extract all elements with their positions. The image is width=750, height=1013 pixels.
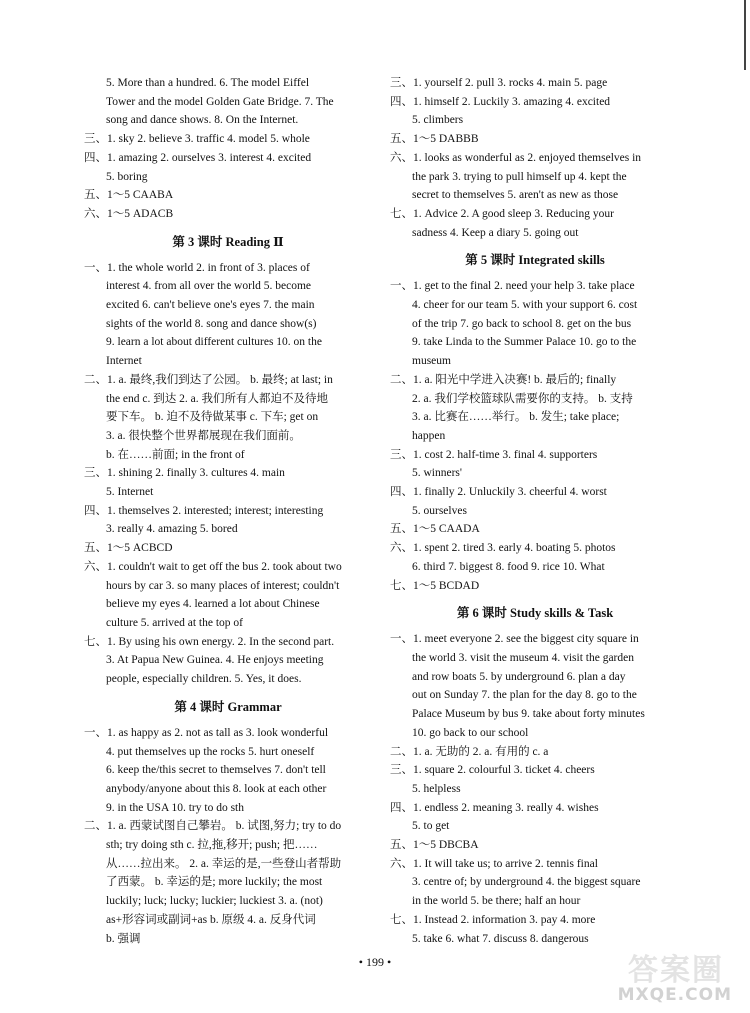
answer-line: 四、1. endless 2. meaning 3. really 4. wishes bbox=[390, 801, 599, 814]
answer-line: Palace Museum by bus 9. take about forty minutes bbox=[412, 708, 645, 721]
answer-line: song and dance shows. 8. On the Internet. bbox=[106, 114, 299, 127]
answer-line: 二、1. a. 最终,我们到达了公园。 b. 最终; at last; in bbox=[84, 373, 333, 386]
section-heading: 第 4 课时 Grammar bbox=[174, 699, 282, 714]
answer-line: hours by car 3. so many places of interest; couldn't bbox=[106, 579, 340, 592]
answer-line: of the trip 7. go back to school 8. get on the bus bbox=[412, 317, 632, 330]
answer-line: 一、1. the whole world 2. in front of 3. places of bbox=[84, 261, 310, 274]
page-edge-line bbox=[744, 0, 746, 70]
answer-line: 2. a. 我们学校篮球队需要你的支持。 b. 支持 bbox=[412, 392, 633, 405]
left-column bbox=[84, 74, 372, 948]
answer-line: 四、1. themselves 2. interested; interest; interesting bbox=[84, 504, 324, 517]
answer-line: 三、1. shining 2. finally 3. cultures 4. main bbox=[84, 467, 285, 480]
answer-line: 10. go back to our school bbox=[412, 726, 529, 739]
answer-line: 了西蒙。 b. 幸运的是; more luckily; the most bbox=[106, 876, 323, 889]
answer-line: 4. put themselves up the rocks 5. hurt oneself bbox=[106, 745, 315, 758]
page-number: • 199 • bbox=[358, 955, 392, 969]
answer-line: 4. cheer for our team 5. with your support 6. cost bbox=[412, 299, 638, 312]
answer-line: 七、1. By using his own energy. 2. In the second part. bbox=[84, 635, 335, 648]
answer-line: interest 4. from all over the world 5. become bbox=[106, 280, 312, 293]
watermark-logo: 答案圈 bbox=[628, 953, 724, 988]
answer-line: the park 3. trying to pull himself up 4. kept the bbox=[412, 170, 627, 183]
answer-line: 3. centre of; by underground 4. the biggest square bbox=[412, 876, 641, 889]
answer-line: 二、1. a. 西蒙试图自己攀岩。 b. 试图,努力; try to do bbox=[84, 820, 342, 833]
answer-line: 9. take Linda to the Summer Palace 10. go to the bbox=[412, 336, 637, 349]
answer-line: 5. ourselves bbox=[412, 504, 467, 517]
answer-line: in the world 5. be there; half an hour bbox=[412, 895, 581, 908]
answer-line: Tower and the model Golden Gate Bridge. 7. The bbox=[106, 95, 334, 108]
answer-line: sadness 4. Keep a diary 5. going out bbox=[412, 226, 579, 239]
answer-line: 五、1～5 CAABA bbox=[84, 189, 174, 202]
answer-line: museum bbox=[412, 355, 451, 368]
watermark-url: MXQE.COM bbox=[617, 985, 732, 1005]
answer-line: 四、1. amazing 2. ourselves 3. interest 4. excited bbox=[84, 151, 312, 164]
section-heading: 第 6 课时 Study skills & Task bbox=[456, 606, 614, 621]
answer-line: Internet bbox=[106, 355, 142, 368]
section-heading: 第 3 课时 Reading Ⅱ bbox=[172, 234, 284, 249]
answer-line: 6. keep the/this secret to themselves 7. don't tell bbox=[106, 764, 326, 777]
answer-line: 四、1. himself 2. Luckily 3. amazing 4. excited bbox=[390, 95, 611, 108]
answer-line: believe my eyes 4. learned a lot about Chinese bbox=[106, 598, 320, 611]
answer-line: luckily; luck; lucky; luckier; luckiest 3. a. (not) bbox=[106, 895, 323, 908]
answer-line: as+形容词或副词+as b. 原级 4. a. 反身代词 bbox=[106, 913, 316, 926]
answer-line: 五、1～5 CAADA bbox=[390, 523, 480, 536]
answer-line: 二、1. a. 阳光中学进入决赛! b. 最后的; finally bbox=[390, 373, 617, 386]
answer-line: 六、1. couldn't wait to get off the bus 2. took about two bbox=[84, 560, 342, 573]
answer-line: 四、1. finally 2. Unluckily 3. cheerful 4. worst bbox=[390, 486, 607, 499]
answer-line: 二、1. a. 无助的 2. a. 有用的 c. a bbox=[390, 745, 549, 758]
answer-line: and row boats 5. by underground 6. plan a day bbox=[412, 670, 626, 683]
answer-line: 六、1. It will take us; to arrive 2. tennis final bbox=[390, 857, 598, 870]
answer-line: 5. Internet bbox=[106, 486, 154, 499]
answer-line: 五、1～5 ACBCD bbox=[84, 542, 173, 555]
answer-line: out on Sunday 7. the plan for the day 8. go to the bbox=[412, 689, 637, 702]
answer-line: 5. More than a hundred. 6. The model Eiffel bbox=[106, 77, 310, 89]
answer-line: 六、1. looks as wonderful as 2. enjoyed themselves in bbox=[390, 151, 642, 164]
answer-line: 9. in the USA 10. try to do sth bbox=[106, 801, 245, 814]
answer-line: secret to themselves 5. aren't as new as those bbox=[412, 189, 619, 202]
answer-line: 5. take 6. what 7. discuss 8. dangerous bbox=[412, 932, 589, 945]
answer-line: 5. winners' bbox=[412, 467, 462, 480]
answer-line: 6. third 7. biggest 8. food 9. rice 10. What bbox=[412, 560, 605, 573]
answer-line: 5. climbers bbox=[412, 114, 464, 127]
answer-line: anybody/anyone about this 8. look at each other bbox=[106, 782, 327, 795]
answer-line: 七、1～5 BCDAD bbox=[390, 579, 480, 592]
answer-line: happen bbox=[412, 429, 446, 442]
answer-line: 六、1～5 ADACB bbox=[84, 207, 174, 220]
answer-line: b. 在……前面; in the front of bbox=[106, 448, 245, 461]
answer-line: 5. boring bbox=[106, 170, 148, 183]
watermark bbox=[577, 945, 732, 1005]
answer-line: 三、1. sky 2. believe 3. traffic 4. model 5. whole bbox=[84, 133, 310, 146]
answer-line: 五、1～5 DBCBA bbox=[390, 839, 479, 852]
answer-line: people, especially children. 5. Yes, it does. bbox=[106, 673, 302, 686]
answer-line: 3. a. 比赛在……举行。 b. 发生; take place; bbox=[412, 411, 620, 424]
answer-line: 3. a. 很快整个世界都展现在我们面前。 bbox=[106, 429, 301, 442]
answer-line: sth; try doing sth c. 拉,拖,移开; push; 把…… bbox=[106, 839, 318, 852]
answer-line: 3. really 4. amazing 5. bored bbox=[106, 523, 238, 536]
answer-line: 从……拉出来。 2. a. 幸运的是,一些登山者帮助 bbox=[106, 857, 342, 870]
answer-line: 一、1. get to the final 2. need your help 3. take place bbox=[390, 280, 635, 293]
answer-line: b. 强调 bbox=[106, 932, 141, 945]
answer-line: 3. At Papua New Guinea. 4. He enjoys meeting bbox=[106, 654, 324, 667]
answer-line: 5. to get bbox=[412, 820, 450, 833]
answer-line: excited 6. can't believe one's eyes 7. the main bbox=[106, 299, 315, 312]
right-column bbox=[390, 74, 680, 948]
answer-line: culture 5. arrived at the top of bbox=[106, 616, 243, 629]
section-heading: 第 5 课时 Integrated skills bbox=[465, 253, 605, 268]
answer-line: 七、1. Instead 2. information 3. pay 4. more bbox=[390, 913, 596, 926]
answer-line: 一、1. meet everyone 2. see the biggest city square in bbox=[390, 633, 639, 646]
answer-line: 三、1. cost 2. half-time 3. final 4. supporters bbox=[390, 448, 598, 461]
answer-line: 9. learn a lot about different cultures 10. on the bbox=[106, 336, 322, 349]
answer-line: 三、1. yourself 2. pull 3. rocks 4. main 5. page bbox=[390, 77, 608, 89]
answer-line: 七、1. Advice 2. A good sleep 3. Reducing your bbox=[390, 207, 614, 220]
answer-line: 要下车。 b. 迫不及待做某事 c. 下车; get on bbox=[106, 411, 319, 424]
answer-line: the end c. 到达 2. a. 我们所有人都迫不及待地 bbox=[106, 392, 328, 405]
answer-line: sights of the world 8. song and dance show(s) bbox=[106, 317, 317, 330]
answer-line: 六、1. spent 2. tired 3. early 4. boating 5. photos bbox=[390, 542, 616, 555]
answer-line: 三、1. square 2. colourful 3. ticket 4. cheers bbox=[390, 764, 595, 777]
answer-line: 五、1～5 DABBB bbox=[390, 133, 479, 146]
answer-line: 一、1. as happy as 2. not as tall as 3. look wonderful bbox=[84, 726, 329, 739]
answer-line: the world 3. visit the museum 4. visit the garden bbox=[412, 651, 634, 664]
answer-line: 5. helpless bbox=[412, 782, 461, 795]
